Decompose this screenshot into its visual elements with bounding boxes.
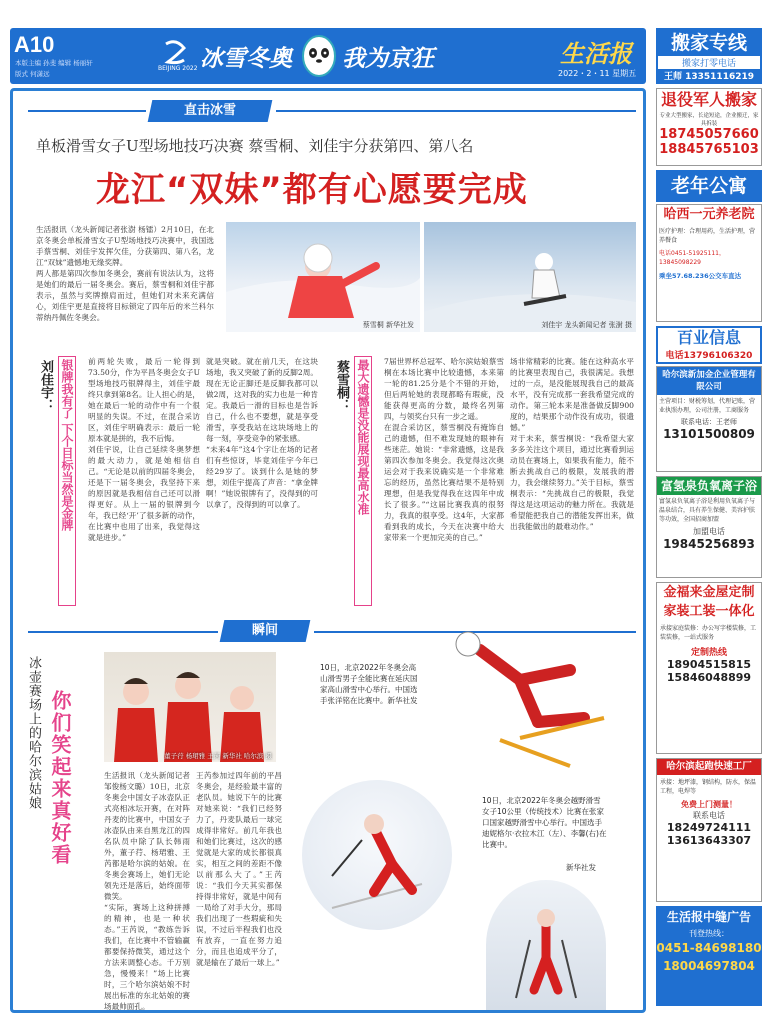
bing-dwen-dwen-mascot-icon [300, 34, 338, 78]
ad-hydrogen-line1: 富氢泉负氧离子浴是利用负氧离子与温泉结合，具有养生保健、美容护肤等功效，全国招商加盟 [659, 498, 756, 523]
photo-curling-girls [104, 652, 276, 762]
editor-line-2: 版式 何潇远 [15, 70, 50, 78]
cai-column-1 [384, 356, 504, 606]
ad-nursing-line1: 医疗护理：合理用药，生活护理，营养餐食 [659, 228, 756, 244]
paper-name-logo: 生活报 [560, 40, 632, 68]
tag-rule-left-2 [28, 631, 218, 633]
photo-alpine-skier [420, 610, 626, 770]
liu-column-2 [206, 356, 318, 606]
article-headline: 龙江“双妹”都有心愿要完成 [96, 170, 528, 210]
beijing-2022-logo [154, 36, 198, 74]
ad-jinfulai-title: 金福来金屋定制 [663, 585, 755, 600]
ad-jinfulai-phone2: 15846048899 [666, 671, 752, 684]
ad-hydrogen-phone: 19845256893 [663, 537, 755, 551]
svg-text:BEIJING 2022: BEIJING 2022 [158, 65, 198, 72]
photo-cross-country-circle [302, 780, 452, 930]
tag-rule-left [28, 110, 146, 112]
photo-curling-caption: 董子荇 杨珺雅 王芮 新华社 哈尔滨 摄 [164, 752, 272, 760]
ad-classified-title: 生活报中缝广告 [666, 910, 751, 924]
page-header [10, 28, 646, 84]
curling-article-col1 [104, 770, 190, 1011]
ad-xinjiajin-line2: 联系电话：王老师 [681, 418, 737, 426]
ad-harbin-fast-factory [656, 758, 762, 902]
liu-col2-text: 就是突破。就在前几天，在这块场地，我又突破了新的反脚2周。现在无论正脚还是反脚我都可以做2周，这对我的实力也是一种肯定。我最后一滑的目标也是告诉自己，什么也不要想，就是享受滑雪，享受我站在这块场地上的每一刻，享受竞争的紧张感。 [206, 357, 318, 443]
section-tag-moment [220, 620, 311, 642]
liu-col2b-text: “未来4年”这4个字让在场的记者们有些惊讶，毕竟刘佳宇今年已经29岁了。谈到什么是她的梦想，刘佳宇提高了声音：“拿金牌啊！”她说银牌有了，没得到的可以拿了，没得到的可以拿了。 [206, 445, 318, 509]
issue-date: 2022・2・11 星期五 [558, 69, 637, 78]
ad-moving-line1: 搬家打零电话 [681, 59, 736, 69]
side-small-title: 冰壶赛场上的哈尔滨姑娘 [26, 656, 41, 810]
liu-col1b-text: 刘佳宇说，让自己延续冬奥梦想的最大动力，就是她相信自己。“无论是以前的四届冬奥会，还是下一届冬奥会，我坚持下来的原因就是我相信自己还可以滑得更好。从上一届的银牌到今年，我已经‘开’了很多新的动作，在比赛中也用了出来，我觉得这就是进步。” [88, 445, 200, 542]
ad-jinfulai-phone1: 18904515815 [666, 658, 752, 671]
lead-text-1: 生活报讯（龙头新闻记者张澍 杨镭）2月10日，在北京冬奥会单板滑雪女子U型场地技巧决赛中，我国选手蔡雪桐、刘佳宇发挥欠佳，分获第四、第八名，龙江“双妹”遗憾地无缘奖牌。 [36, 225, 214, 267]
article-subhead: 单板滑雪女子U型场地技巧决赛 蔡雪桐、刘佳宇分获第四、第八名 [36, 137, 474, 155]
ad-factory-line1: 承接：地坪漆，钢结构，防水，保温工程，电焊等 [660, 779, 757, 795]
ad-elderly-apartment [656, 170, 762, 202]
curling-col2-text: 王芮参加过四年前的平昌冬奥会，是经验最丰富的老队员。她说下午的比赛对她来说：“我们已经努力了，丹麦队最后一球完成得非常好。前几年我也和她们比赛过，这次的感觉就是大家的成长都很真实，相互之间的差距不像以前那么大了。”王芮说：“我们今天其实都保持得非常好，就是中间有一局给了对手大分，那局我们出现了一些瑕疵和失误，不过后半程我们也没有放弃，一直在努力追分，而且也追成平分了，就是输在了最后一球上。” [196, 771, 282, 967]
ad-factory-phone1: 18249724111 [666, 821, 752, 834]
ad-factory-phone2: 13613643307 [666, 834, 752, 847]
ad-jinfulai-custom [656, 582, 762, 754]
ad-veteran-sub: 专业大型搬家，长途短途，企业搬迁，家具拆装 [659, 113, 759, 127]
ad-hydrogen-title: 富氢泉负氧离子浴 [657, 477, 761, 495]
ad-veteran-title: 退役军人搬家 [660, 90, 757, 109]
photo-alpine-caption: 10日，北京2022年冬奥会高山滑雪男子全能比赛在延庆国家高山滑雪中心举行。中国选手张洋铭在比赛中。新华社发 [320, 663, 418, 705]
ad-xinjiajin-title: 哈尔滨新加金企业管理有限公司 [657, 367, 761, 395]
photo-cai-xuetong [226, 222, 420, 332]
liu-quote-vertical: 银牌我有了 下个目标当然是金牌 [58, 356, 76, 606]
ad-nursing-line2: 电话0451-51925111，13845098229 [659, 250, 725, 266]
photo-cross-country-caption: 10日，北京2022年冬奥会越野滑雪女子10公里（传统技术）比赛在张家口国家越野滑雪中心举行。中国选手迪妮格尔·衣拉木江（左）、李馨(右)在比赛中。 [482, 796, 607, 849]
ad-classified-line1: 刊登热线： [689, 929, 729, 938]
ad-xinjiajin-phone: 13101500809 [663, 427, 755, 441]
photo-cross-country-oval [486, 880, 606, 1010]
section-tag-direct [148, 100, 273, 122]
curling-col1b-text: “实际，赛场上这种拼搏的精神，也是一种状态。”王芮说，“教练告诉我们，在比赛中不管输赢都要保持微笑，通过这个方法来调整心态。千万别急，慢慢来！”场上比赛时，三个哈尔滨姑娘不时展出标准的东北姑娘的赛场最帅面孔。 [104, 903, 190, 1011]
liu-column-1 [88, 356, 200, 606]
section-tag-label: 直击冰雪 [183, 103, 236, 118]
ad-factory-line3: 联系电话 [693, 811, 725, 820]
lead-text-2: 两人都是第四次参加冬奥会，赛前有说法认为，这将是她们的最后一届冬奥会。赛后，蔡雪桐和刘佳宇都表示，虽然与奖牌擦肩而过，但她们对未来充满信心，刘佳宇更是直接将目标锁定了四年后的米兰科尔蒂纳丹佩佐冬奥会。 [36, 269, 214, 322]
ad-business-info [656, 326, 762, 364]
banner-left-title: 冰雪冬奥 [200, 45, 292, 71]
cai-col2-text: 场非常精彩的比赛。能在这种高水平的比赛里表现自己，我很满足。我想过的一点，是没能展现我自己的最高水平，没有完成那一套我希望完成的动作。第三轮本来是准备做反脚900度的，结果那个动作没有成功，很遗憾。” [510, 357, 634, 432]
ad-moving-line2: 王师 13351116219 [658, 69, 760, 82]
cai-quote-vertical: 最大遗憾是没能展现最高水准 [354, 356, 372, 606]
liu-col1-text: 前两轮失败，最后一轮得到73.50分，作为平昌冬奥会女子U型场地技巧银牌得主，刘佳宇最终只拿到第8名。让人担心的是，她在最后一轮的动作中有一个很明显的失误。不过，在混合采访区，刘佳宇明确表示：最后一轮原本就是拼的，我不后悔。 [88, 357, 200, 443]
section-tag-moment-label: 瞬间 [251, 623, 278, 638]
ad-harbin-west-nursing [656, 204, 762, 322]
ad-moving-line [656, 28, 762, 84]
ad-business-title: 百业信息 [676, 328, 741, 347]
ad-life-paper-classified [656, 906, 762, 1006]
tag-rule-right [276, 110, 636, 112]
ad-moving-title: 搬家专线 [658, 30, 760, 56]
ad-classified-phone1: 0451-84698180 [656, 941, 762, 955]
page-number: A10 [14, 32, 55, 57]
liu-name-label: 刘佳宇： [38, 360, 53, 412]
curling-col1-text: 生活报讯（龙头新闻记者邹俊杨文璐）10日，北京冬奥会中国女子冰壶队正式亮相冰坛开赛，在对阵丹麦的比赛中，中国女子冰壶队由来自黑龙江的四名队员中除了队长韩雨外，董子荇、杨珺雅、王芮都是哈尔滨的姑娘。在冬奥会赛场上，她们无论领先还是落后，始终面带微笑。 [104, 771, 190, 901]
ad-business-phone: 电话13796106320 [665, 351, 753, 361]
ad-nursing-title: 哈西一元养老院 [663, 207, 755, 222]
ad-hydrogen-line2: 加盟电话 [693, 527, 725, 536]
cai-col1b-text: 在混合采访区，蔡雪桐没有掩饰自己的遗憾，但不难发现她的眼神有些迷茫。她说：“非常遗憾，这是我第四次参加冬奥会。我觉得这次奥运会对于我来说确实是一个非常难忘的经历，虽然比赛结果不是特别理想，但是我觉得我在这四年中成长了很多。”“这届比赛我真的很努力，我真的很享受。这4年，大家都看到我的成长，今天在决赛中给大家带来一个更加完美的自己。” [384, 423, 504, 542]
ad-hydrogen-bath [656, 476, 762, 578]
cai-col2b-text: 对于未来，蔡雪桐说：“我希望大家多多关注这个项目，通过比赛看到运动员在赛场上，如果我有能力，能不断去挑战自己的极限，发展我的潜力，我会继续努力。”关于目标，蔡雪桐表示：“先挑战自己的极限，我觉得这是这项运动的魅力所在。我就是希望能把我自己的潜能发挥出来，做出我能做出的最难动作。” [510, 434, 634, 531]
photo-liu-jiayu [424, 222, 636, 332]
editor-line-1: 本版主编 孙斐 编辑 杨丽轩 [15, 59, 93, 67]
ad-jinfulai-title2: 家装工装一体化 [663, 604, 755, 619]
ad-xinjiajin-line1: 主营项目：财税筹划，代理记账，营业执照办理，公司注册，工商服务 [659, 398, 756, 414]
photo-liu-caption: 刘佳宇 龙头新闻记者 张澍 摄 [541, 321, 632, 329]
curling-article-col2 [196, 770, 282, 1006]
cai-name-label: 蔡雪桐： [334, 360, 349, 412]
ad-veteran-phone1: 18745057660 [659, 127, 759, 142]
ad-factory-title: 哈尔滨起跑快速工厂 [657, 759, 761, 775]
photo-cai-caption: 蔡雪桐 新华社发 [362, 321, 414, 329]
side-big-title: 你们笑起来真好看 [48, 690, 72, 866]
ad-elderly-title: 老年公寓 [670, 175, 747, 197]
ad-nursing-line3: 乘坐57.68.236公交车直达 [659, 272, 742, 280]
ad-xinjiajin-company [656, 366, 762, 472]
lead-paragraph [36, 224, 214, 330]
ad-jinfulai-line1: 承接家庭装修：办公写字楼装修，工装装修，一站式服务 [660, 625, 757, 641]
ad-jinfulai-hotline: 定制热线 [690, 648, 727, 658]
ad-factory-line2: 免费上门测量！ [681, 800, 737, 809]
ad-veteran-phone2: 18845765103 [659, 142, 759, 157]
photo-cross-country-credit: 新华社发 [566, 863, 596, 872]
ad-veteran-moving [656, 88, 762, 166]
cai-column-2 [510, 356, 634, 606]
banner-right-title: 我为京狂 [342, 45, 434, 71]
ad-classified-phone2: 18004697804 [663, 959, 755, 973]
cai-col1-text: 7届世界杯总冠军、哈尔滨姑娘蔡雪桐在本场比赛中比较遗憾，本来第一轮的81.25分是个不错的开始，但后两轮她的表现都略有瑕疵，没能获得更高的分数，最终名列第四，与领奖台只有一步之遥。 [384, 357, 504, 421]
